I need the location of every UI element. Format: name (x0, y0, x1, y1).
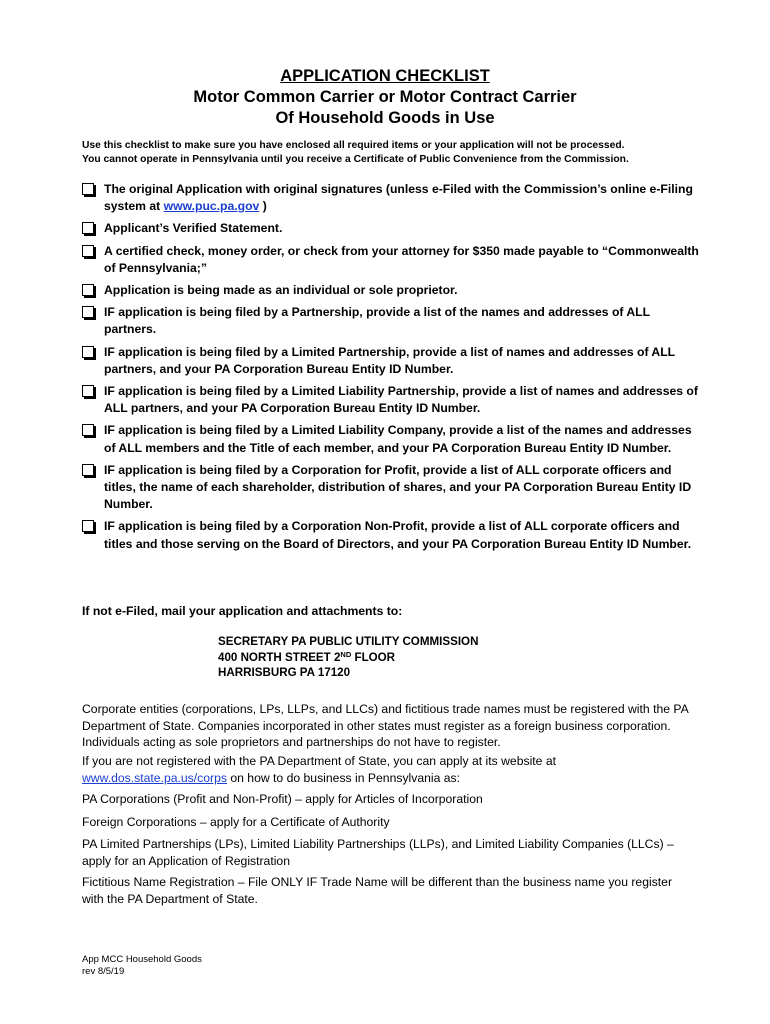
checklist-item-text: The original Application with original signatures (unless e-Filed with the Commission’s online e-Filing system at (104, 182, 693, 214)
intro-line-1: Use this checklist to make sure you have enclosed all required items or your application will not be processed. (82, 140, 625, 151)
checklist-item-text: IF application is being filed by a Limited Liability Partnership, provide a list of names and addresses of ALL partners, and your PA Corporation Bureau Entity ID Number. (104, 384, 698, 416)
footer-revision: rev 8/5/19 (82, 966, 125, 977)
checklist-item-llc (80, 422, 705, 456)
subtitle-line-2: Of Household Goods in Use (275, 109, 495, 127)
registration-paragraph: Corporate entities (corporations, LPs, LLPs, and LLCs) and fictitious trade names must be registered with the PA Department of State. Companies incorporated in other states must register as a foreign business corporation. Individuals acting as sole proprietors and partnerships do not have to register. (82, 702, 689, 750)
checklist-item-partnership (80, 304, 705, 338)
checklist-item-text: A certified check, money order, or check from your attorney for $350 made payable to “Commonwealth of Pennsylvania;” (104, 243, 699, 275)
checklist-item-corporation-nonprofit (80, 518, 705, 552)
mailing-address (218, 634, 478, 681)
dos-paragraph-text-end: on how to do business in Pennsylvania as: (226, 770, 461, 785)
checklist-item-verified-statement (80, 220, 705, 237)
limited-entities-paragraph: PA Limited Partnerships (LPs), Limited Liability Partnerships (LLPs), and Limited Liability Companies (LLCs) – apply for an Application of Registration (82, 837, 674, 868)
checkbox-icon[interactable] (82, 222, 94, 234)
checklist-item-payment (80, 243, 705, 277)
checklist-item-text: Applicant’s Verified Statement. (104, 221, 283, 236)
address-line-1: SECRETARY PA PUBLIC UTILITY COMMISSION (218, 635, 479, 648)
pa-corporations-paragraph: PA Corporations (Profit and Non-Profit) – apply for Articles of Incorporation (82, 792, 483, 806)
checkbox-icon[interactable] (82, 346, 94, 358)
dos-paragraph-text: If you are not registered with the PA Department of State, you can apply at its website at (82, 754, 556, 768)
checklist-item-original-application (80, 181, 705, 215)
checklist-item-corporation-profit (80, 462, 705, 514)
checkbox-icon[interactable] (82, 306, 94, 318)
page-title: APPLICATION CHECKLIST (280, 67, 490, 85)
checkbox-icon[interactable] (82, 520, 94, 532)
checklist-item-text: IF application is being filed by a Limited Partnership, provide a list of names and addresses of ALL partners, and your PA Corporation Bureau Entity ID Number. (104, 344, 675, 376)
checklist-item-text: Application is being made as an individual or sole proprietor. (104, 283, 458, 298)
footer-form-name: App MCC Household Goods (82, 954, 202, 965)
checklist (80, 181, 705, 558)
address-floor: FLOOR (351, 650, 396, 664)
checkbox-icon[interactable] (82, 245, 94, 257)
dos-website-paragraph (82, 753, 697, 786)
fictitious-name-paragraph: Fictitious Name Registration – File ONLY IF Trade Name will be different than the business name you register with the PA Department of State. (82, 875, 673, 906)
mailing-heading: If not e-Filed, mail your application and attachments to: (82, 604, 403, 618)
intro-instructions (82, 139, 712, 167)
dos-website-link[interactable]: www.dos.state.pa.us/corps (82, 770, 227, 785)
title-block (0, 66, 770, 129)
checkbox-icon[interactable] (82, 464, 94, 476)
checkbox-icon[interactable] (82, 385, 94, 397)
address-line-2 (218, 650, 478, 666)
puc-website-link[interactable]: www.puc.pa.gov (163, 199, 260, 214)
checklist-item-text: IF application is being filed by a Partnership, provide a list of the names and addresses of ALL partners. (104, 305, 650, 337)
checkbox-icon[interactable] (82, 424, 94, 436)
checklist-item-text: IF application is being filed by a Corporation Non-Profit, provide a list of ALL corporate officers and titles and those serving on the Board of Directors, and your PA Corporation Bureau Entity ID Number. (104, 519, 692, 551)
checklist-item-text-end: ) (259, 199, 267, 214)
floor-superscript: ND (340, 649, 352, 659)
subtitle-line-1: Motor Common Carrier or Motor Contract Carrier (193, 88, 577, 106)
address-line-3: HARRISBURG PA 17120 (218, 666, 351, 679)
intro-line-2: You cannot operate in Pennsylvania until you receive a Certificate of Public Convenience from the Commission. (82, 154, 629, 165)
checklist-item-text: IF application is being filed by a Corporation for Profit, provide a list of ALL corporate officers and titles, the name of each shareholder, distribution of shares, and your PA Corporation Bureau Entity ID Number. (104, 462, 692, 512)
footer (82, 954, 202, 978)
checklist-item-sole-proprietor (80, 282, 705, 299)
checklist-item-limited-partnership (80, 344, 705, 378)
checklist-item-text: IF application is being filed by a Limited Liability Company, provide a list of the names and addresses of ALL members and the Title of each member, and your PA Corporation Bureau Entity ID Number. (104, 423, 692, 455)
checkbox-icon[interactable] (82, 284, 94, 296)
checklist-item-llp (80, 383, 705, 417)
address-street: 400 NORTH STREET 2 (218, 650, 341, 664)
checkbox-icon[interactable] (82, 183, 94, 195)
foreign-corporations-paragraph: Foreign Corporations – apply for a Certificate of Authority (82, 815, 390, 829)
